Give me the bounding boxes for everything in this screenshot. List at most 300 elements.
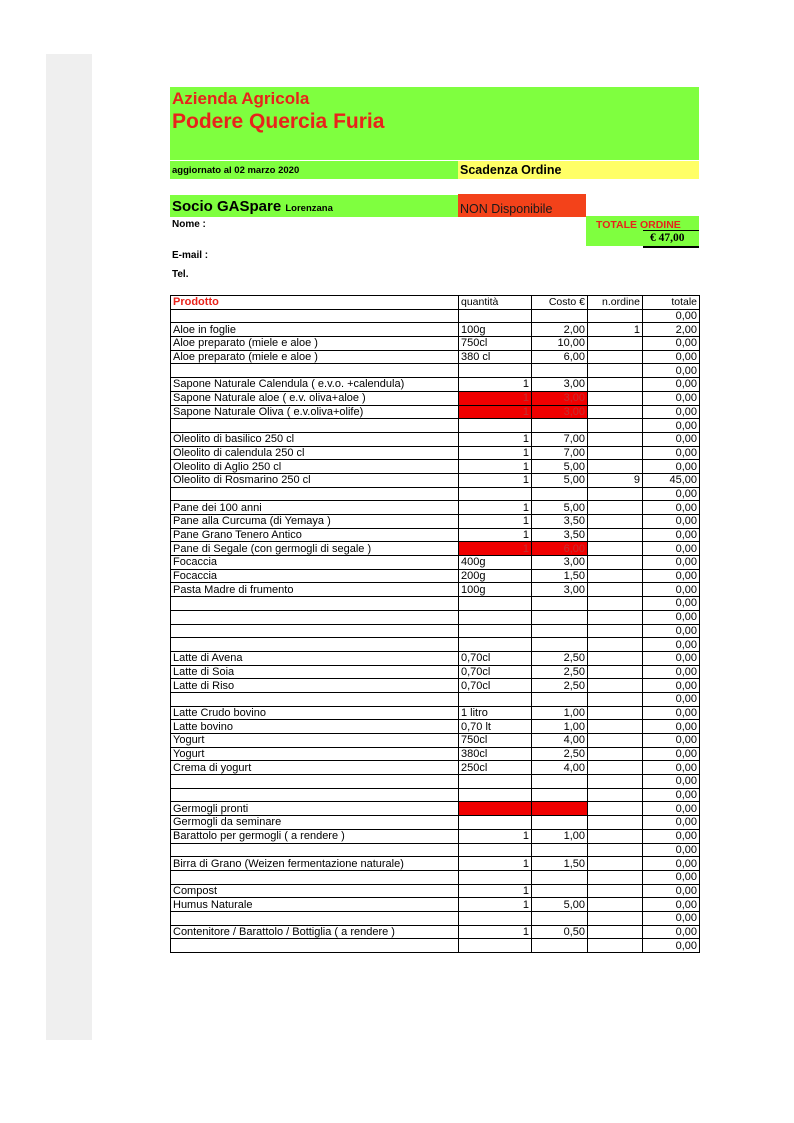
cell-quantity: 1 bbox=[459, 898, 532, 912]
cell-order-count[interactable] bbox=[588, 692, 643, 706]
table-row bbox=[171, 391, 700, 405]
cell-product: Crema di yogurt bbox=[171, 761, 459, 775]
cell-cost: 5,00 bbox=[532, 473, 588, 487]
column-header-cost: Costo € bbox=[532, 296, 588, 310]
cell-cost bbox=[532, 597, 588, 611]
cell-cost bbox=[532, 775, 588, 789]
cell-product bbox=[171, 419, 459, 433]
column-header-quantity: quantità bbox=[459, 296, 532, 310]
cell-cost: 2,50 bbox=[532, 679, 588, 693]
cell-product: Contenitore / Barattolo / Bottiglia ( a rendere ) bbox=[171, 925, 459, 939]
cell-quantity: 1 bbox=[459, 884, 532, 898]
cell-product: Pasta Madre di frumento bbox=[171, 583, 459, 597]
cell-quantity: 0,70cl bbox=[459, 651, 532, 665]
cell-cost: 2,00 bbox=[532, 323, 588, 337]
cell-quantity: 1 bbox=[459, 446, 532, 460]
cell-total: 0,00 bbox=[643, 515, 700, 529]
cell-total: 0,00 bbox=[643, 569, 700, 583]
table-row bbox=[171, 460, 700, 474]
cell-total: 0,00 bbox=[643, 706, 700, 720]
cell-total: 0,00 bbox=[643, 638, 700, 652]
cell-total: 0,00 bbox=[643, 542, 700, 556]
cell-total: 0,00 bbox=[643, 610, 700, 624]
table-row bbox=[171, 323, 700, 337]
table-row bbox=[171, 542, 700, 556]
cell-total: 0,00 bbox=[643, 665, 700, 679]
table-row bbox=[171, 706, 700, 720]
cell-order-count[interactable] bbox=[588, 419, 643, 433]
total-order-label: TOTALE ORDINE bbox=[596, 219, 681, 231]
cell-cost bbox=[532, 802, 588, 816]
cell-product bbox=[171, 638, 459, 652]
table-row bbox=[171, 802, 700, 816]
cell-quantity: 1 bbox=[459, 829, 532, 843]
cell-product bbox=[171, 364, 459, 378]
cell-quantity bbox=[459, 487, 532, 501]
cell-quantity bbox=[459, 870, 532, 884]
table-row bbox=[171, 651, 700, 665]
table-header-row bbox=[171, 296, 700, 310]
cell-quantity: 1 bbox=[459, 528, 532, 542]
cell-quantity: 100g bbox=[459, 583, 532, 597]
cell-total: 0,00 bbox=[643, 775, 700, 789]
cell-cost: 4,00 bbox=[532, 761, 588, 775]
cell-order-count[interactable] bbox=[588, 556, 643, 570]
cell-product: Latte bovino bbox=[171, 720, 459, 734]
table-row bbox=[171, 925, 700, 939]
table-row bbox=[171, 528, 700, 542]
cell-order-count[interactable] bbox=[588, 350, 643, 364]
total-order-value: € 47,00 bbox=[650, 232, 685, 244]
cell-order-count[interactable] bbox=[588, 816, 643, 830]
cell-total: 0,00 bbox=[643, 843, 700, 857]
table-row bbox=[171, 569, 700, 583]
cell-quantity: 380cl bbox=[459, 747, 532, 761]
cell-cost bbox=[532, 870, 588, 884]
cell-total: 0,00 bbox=[643, 419, 700, 433]
table-row bbox=[171, 556, 700, 570]
cell-order-count[interactable] bbox=[588, 583, 643, 597]
cell-order-count[interactable] bbox=[588, 939, 643, 953]
cell-product: Sapone Naturale aloe ( e.v. oliva+aloe ) bbox=[171, 391, 459, 405]
cell-product bbox=[171, 487, 459, 501]
cell-order-count[interactable] bbox=[588, 898, 643, 912]
column-header-product: Prodotto bbox=[171, 296, 459, 310]
cell-total: 2,00 bbox=[643, 323, 700, 337]
cell-order-count[interactable] bbox=[588, 788, 643, 802]
cell-order-count[interactable] bbox=[588, 925, 643, 939]
cell-product: Germogli pronti bbox=[171, 802, 459, 816]
cell-total: 0,00 bbox=[643, 761, 700, 775]
cell-product: Pane Grano Tenero Antico bbox=[171, 528, 459, 542]
cell-product: Oleolito di Rosmarino 250 cl bbox=[171, 473, 459, 487]
cell-cost bbox=[532, 419, 588, 433]
cell-order-count[interactable] bbox=[588, 337, 643, 351]
table-row bbox=[171, 761, 700, 775]
cell-order-count[interactable] bbox=[588, 378, 643, 392]
cell-cost bbox=[532, 610, 588, 624]
cell-quantity: 1 bbox=[459, 432, 532, 446]
cell-total: 0,00 bbox=[643, 309, 700, 323]
cell-total: 0,00 bbox=[643, 337, 700, 351]
cell-total: 0,00 bbox=[643, 624, 700, 638]
table-row bbox=[171, 350, 700, 364]
cell-cost: 3,00 bbox=[532, 405, 588, 419]
cell-product bbox=[171, 775, 459, 789]
cell-quantity bbox=[459, 597, 532, 611]
cell-quantity bbox=[459, 939, 532, 953]
cell-quantity: 1 bbox=[459, 857, 532, 871]
table-row bbox=[171, 829, 700, 843]
cell-quantity bbox=[459, 911, 532, 925]
cell-quantity: 1 bbox=[459, 405, 532, 419]
order-table bbox=[170, 295, 700, 953]
cell-quantity: 400g bbox=[459, 556, 532, 570]
table-row bbox=[171, 419, 700, 433]
cell-quantity: 1 bbox=[459, 473, 532, 487]
cell-quantity bbox=[459, 364, 532, 378]
cell-total: 0,00 bbox=[643, 487, 700, 501]
cell-product: Latte di Soia bbox=[171, 665, 459, 679]
cell-product bbox=[171, 692, 459, 706]
cell-total: 0,00 bbox=[643, 432, 700, 446]
cell-total: 0,00 bbox=[643, 556, 700, 570]
cell-total: 0,00 bbox=[643, 720, 700, 734]
cell-product: Latte Crudo bovino bbox=[171, 706, 459, 720]
cell-order-count[interactable] bbox=[588, 432, 643, 446]
cell-product: Aloe preparato (miele e aloe ) bbox=[171, 337, 459, 351]
cell-cost bbox=[532, 638, 588, 652]
cell-product: Oleolito di basilico 250 cl bbox=[171, 432, 459, 446]
cell-order-count[interactable] bbox=[588, 624, 643, 638]
cell-quantity: 1 bbox=[459, 542, 532, 556]
cell-cost: 2,50 bbox=[532, 651, 588, 665]
table-row bbox=[171, 364, 700, 378]
cell-cost: 1,00 bbox=[532, 706, 588, 720]
cell-order-count[interactable] bbox=[588, 720, 643, 734]
table-row bbox=[171, 747, 700, 761]
table-row bbox=[171, 816, 700, 830]
cell-cost: 5,00 bbox=[532, 898, 588, 912]
cell-total: 0,00 bbox=[643, 391, 700, 405]
cell-total: 0,00 bbox=[643, 651, 700, 665]
cell-order-count[interactable] bbox=[588, 802, 643, 816]
cell-order-count[interactable] bbox=[588, 761, 643, 775]
table-row bbox=[171, 788, 700, 802]
cell-total: 0,00 bbox=[643, 679, 700, 693]
cell-order-count[interactable] bbox=[588, 679, 643, 693]
cell-total: 0,00 bbox=[643, 378, 700, 392]
cell-cost: 1,00 bbox=[532, 829, 588, 843]
cell-quantity bbox=[459, 624, 532, 638]
cell-product: Aloe preparato (miele e aloe ) bbox=[171, 350, 459, 364]
table-row bbox=[171, 597, 700, 611]
member-title bbox=[172, 198, 333, 215]
cell-cost: 0,50 bbox=[532, 925, 588, 939]
cell-order-count[interactable] bbox=[588, 734, 643, 748]
cell-product: Birra di Grano (Weizen fermentazione naturale) bbox=[171, 857, 459, 871]
cell-cost bbox=[532, 911, 588, 925]
table-row bbox=[171, 911, 700, 925]
cell-order-count[interactable] bbox=[588, 775, 643, 789]
cell-cost: 6,00 bbox=[532, 542, 588, 556]
column-header-total: totale bbox=[643, 296, 700, 310]
cell-cost: 5,00 bbox=[532, 460, 588, 474]
table-row bbox=[171, 857, 700, 871]
cell-cost: 1,50 bbox=[532, 569, 588, 583]
table-row bbox=[171, 884, 700, 898]
cell-order-count[interactable] bbox=[588, 651, 643, 665]
table-row bbox=[171, 309, 700, 323]
table-row bbox=[171, 501, 700, 515]
cell-order-count[interactable] bbox=[588, 843, 643, 857]
cell-quantity: 250cl bbox=[459, 761, 532, 775]
column-header-order-count: n.ordine bbox=[588, 296, 643, 310]
cell-quantity bbox=[459, 816, 532, 830]
cell-cost bbox=[532, 788, 588, 802]
email-field-label: E-mail : bbox=[172, 250, 209, 261]
cell-order-count[interactable] bbox=[588, 391, 643, 405]
table-row bbox=[171, 583, 700, 597]
table-row bbox=[171, 939, 700, 953]
cell-product: Germogli da seminare bbox=[171, 816, 459, 830]
cell-product: Focaccia bbox=[171, 569, 459, 583]
cell-total: 0,00 bbox=[643, 788, 700, 802]
cell-cost bbox=[532, 816, 588, 830]
cell-total: 0,00 bbox=[643, 939, 700, 953]
cell-cost bbox=[532, 884, 588, 898]
cell-quantity: 1 bbox=[459, 501, 532, 515]
table-row bbox=[171, 337, 700, 351]
cell-order-count[interactable] bbox=[588, 870, 643, 884]
cell-order-count[interactable] bbox=[588, 597, 643, 611]
cell-product: Pane dei 100 anni bbox=[171, 501, 459, 515]
cell-cost: 3,00 bbox=[532, 391, 588, 405]
cell-order-count[interactable] bbox=[588, 309, 643, 323]
cell-order-count[interactable] bbox=[588, 446, 643, 460]
cell-total: 0,00 bbox=[643, 446, 700, 460]
cell-product: Pane di Segale (con germogli di segale ) bbox=[171, 542, 459, 556]
cell-order-count[interactable] bbox=[588, 829, 643, 843]
cell-cost bbox=[532, 843, 588, 857]
cell-cost: 3,50 bbox=[532, 528, 588, 542]
cell-quantity bbox=[459, 638, 532, 652]
table-row bbox=[171, 692, 700, 706]
cell-total: 0,00 bbox=[643, 802, 700, 816]
table-row bbox=[171, 734, 700, 748]
cell-order-count[interactable] bbox=[588, 405, 643, 419]
cell-order-count[interactable] bbox=[588, 501, 643, 515]
cell-order-count[interactable] bbox=[588, 911, 643, 925]
cell-cost bbox=[532, 939, 588, 953]
cell-cost: 7,00 bbox=[532, 432, 588, 446]
cell-cost: 3,00 bbox=[532, 583, 588, 597]
cell-order-count[interactable] bbox=[588, 665, 643, 679]
cell-product: Pane alla Curcuma (di Yemaya ) bbox=[171, 515, 459, 529]
cell-cost: 5,00 bbox=[532, 501, 588, 515]
cell-total: 0,00 bbox=[643, 857, 700, 871]
cell-cost: 1,00 bbox=[532, 720, 588, 734]
cell-quantity bbox=[459, 419, 532, 433]
cell-quantity: 0,70 lt bbox=[459, 720, 532, 734]
cell-total: 0,00 bbox=[643, 350, 700, 364]
cell-order-count[interactable]: 1 bbox=[588, 323, 643, 337]
cell-quantity bbox=[459, 775, 532, 789]
cell-quantity: 750cl bbox=[459, 734, 532, 748]
cell-product: Oleolito di Aglio 250 cl bbox=[171, 460, 459, 474]
cell-quantity: 380 cl bbox=[459, 350, 532, 364]
cell-total: 0,00 bbox=[643, 870, 700, 884]
tel-field-label: Tel. bbox=[172, 269, 189, 280]
cell-quantity: 750cl bbox=[459, 337, 532, 351]
cell-total: 0,00 bbox=[643, 405, 700, 419]
cell-product: Compost bbox=[171, 884, 459, 898]
cell-cost bbox=[532, 364, 588, 378]
cell-order-count[interactable] bbox=[588, 364, 643, 378]
name-field-label: Nome : bbox=[172, 219, 206, 230]
table-row bbox=[171, 679, 700, 693]
cell-order-count[interactable] bbox=[588, 747, 643, 761]
table-row bbox=[171, 432, 700, 446]
cell-quantity: 100g bbox=[459, 323, 532, 337]
cell-quantity bbox=[459, 802, 532, 816]
cell-order-count[interactable] bbox=[588, 884, 643, 898]
cell-product: Focaccia bbox=[171, 556, 459, 570]
cell-product: Sapone Naturale Oliva ( e.v.oliva+olife) bbox=[171, 405, 459, 419]
update-date: aggiornato al 02 marzo 2020 bbox=[172, 165, 300, 176]
cell-total: 0,00 bbox=[643, 692, 700, 706]
cell-total: 45,00 bbox=[643, 473, 700, 487]
cell-product bbox=[171, 911, 459, 925]
cell-cost: 10,00 bbox=[532, 337, 588, 351]
cell-quantity bbox=[459, 309, 532, 323]
cell-cost: 4,00 bbox=[532, 734, 588, 748]
cell-cost bbox=[532, 309, 588, 323]
cell-order-count[interactable] bbox=[588, 487, 643, 501]
cell-cost: 6,00 bbox=[532, 350, 588, 364]
cell-cost bbox=[532, 487, 588, 501]
table-row bbox=[171, 720, 700, 734]
cell-total: 0,00 bbox=[643, 583, 700, 597]
cell-quantity: 1 litro bbox=[459, 706, 532, 720]
table-row bbox=[171, 610, 700, 624]
cell-quantity: 1 bbox=[459, 378, 532, 392]
cell-total: 0,00 bbox=[643, 597, 700, 611]
cell-order-count[interactable] bbox=[588, 460, 643, 474]
table-row bbox=[171, 898, 700, 912]
cell-cost: 3,50 bbox=[532, 515, 588, 529]
table-row bbox=[171, 446, 700, 460]
order-deadline-label: Scadenza Ordine bbox=[460, 163, 562, 177]
cell-product: Yogurt bbox=[171, 734, 459, 748]
table-row bbox=[171, 665, 700, 679]
cell-total: 0,00 bbox=[643, 747, 700, 761]
cell-total: 0,00 bbox=[643, 501, 700, 515]
cell-total: 0,00 bbox=[643, 460, 700, 474]
cell-quantity bbox=[459, 692, 532, 706]
cell-quantity bbox=[459, 843, 532, 857]
cell-product bbox=[171, 788, 459, 802]
company-name-line1: Azienda Agricola bbox=[172, 89, 310, 108]
cell-order-count[interactable] bbox=[588, 857, 643, 871]
cell-total: 0,00 bbox=[643, 884, 700, 898]
table-row bbox=[171, 405, 700, 419]
table-row bbox=[171, 638, 700, 652]
cell-cost: 2,50 bbox=[532, 747, 588, 761]
cell-total: 0,00 bbox=[643, 925, 700, 939]
cell-total: 0,00 bbox=[643, 816, 700, 830]
cell-total: 0,00 bbox=[643, 911, 700, 925]
cell-order-count[interactable] bbox=[588, 569, 643, 583]
cell-cost: 2,50 bbox=[532, 665, 588, 679]
cell-order-count[interactable] bbox=[588, 528, 643, 542]
cell-order-count[interactable] bbox=[588, 638, 643, 652]
table-row bbox=[171, 378, 700, 392]
cell-product: Sapone Naturale Calendula ( e.v.o. +calendula) bbox=[171, 378, 459, 392]
table-row bbox=[171, 624, 700, 638]
cell-order-count[interactable] bbox=[588, 610, 643, 624]
cell-product bbox=[171, 309, 459, 323]
cell-product: Barattolo per germogli ( a rendere ) bbox=[171, 829, 459, 843]
cell-total: 0,00 bbox=[643, 364, 700, 378]
cell-quantity: 1 bbox=[459, 925, 532, 939]
cell-total: 0,00 bbox=[643, 898, 700, 912]
table-row bbox=[171, 515, 700, 529]
table-row bbox=[171, 870, 700, 884]
cell-quantity bbox=[459, 788, 532, 802]
table-row bbox=[171, 843, 700, 857]
table-row bbox=[171, 473, 700, 487]
cell-product bbox=[171, 624, 459, 638]
cell-total: 0,00 bbox=[643, 734, 700, 748]
cell-product: Aloe in foglie bbox=[171, 323, 459, 337]
cell-quantity bbox=[459, 610, 532, 624]
cell-quantity: 0,70cl bbox=[459, 665, 532, 679]
cell-order-count[interactable] bbox=[588, 706, 643, 720]
order-table-body bbox=[171, 296, 700, 953]
cell-product bbox=[171, 843, 459, 857]
page-margin-strip bbox=[46, 54, 92, 1040]
cell-cost: 3,00 bbox=[532, 378, 588, 392]
cell-cost bbox=[532, 624, 588, 638]
cell-total: 0,00 bbox=[643, 528, 700, 542]
cell-order-count[interactable]: 9 bbox=[588, 473, 643, 487]
cell-quantity: 1 bbox=[459, 515, 532, 529]
cell-product bbox=[171, 597, 459, 611]
member-location: Lorenzana bbox=[285, 203, 333, 214]
cell-product: Latte di Avena bbox=[171, 651, 459, 665]
cell-product: Oleolito di calendula 250 cl bbox=[171, 446, 459, 460]
cell-quantity: 1 bbox=[459, 391, 532, 405]
cell-product: Latte di Riso bbox=[171, 679, 459, 693]
cell-product bbox=[171, 870, 459, 884]
company-name-line2: Podere Quercia Furia bbox=[172, 110, 385, 133]
cell-order-count[interactable] bbox=[588, 515, 643, 529]
cell-product: Yogurt bbox=[171, 747, 459, 761]
cell-quantity: 200g bbox=[459, 569, 532, 583]
table-row bbox=[171, 775, 700, 789]
table-row bbox=[171, 487, 700, 501]
cell-cost: 3,00 bbox=[532, 556, 588, 570]
availability-label: NON Disponibile bbox=[460, 202, 553, 216]
cell-product: Humus Naturale bbox=[171, 898, 459, 912]
cell-product bbox=[171, 610, 459, 624]
cell-cost bbox=[532, 692, 588, 706]
cell-cost: 7,00 bbox=[532, 446, 588, 460]
cell-order-count[interactable] bbox=[588, 542, 643, 556]
cell-cost: 1,50 bbox=[532, 857, 588, 871]
cell-total: 0,00 bbox=[643, 829, 700, 843]
